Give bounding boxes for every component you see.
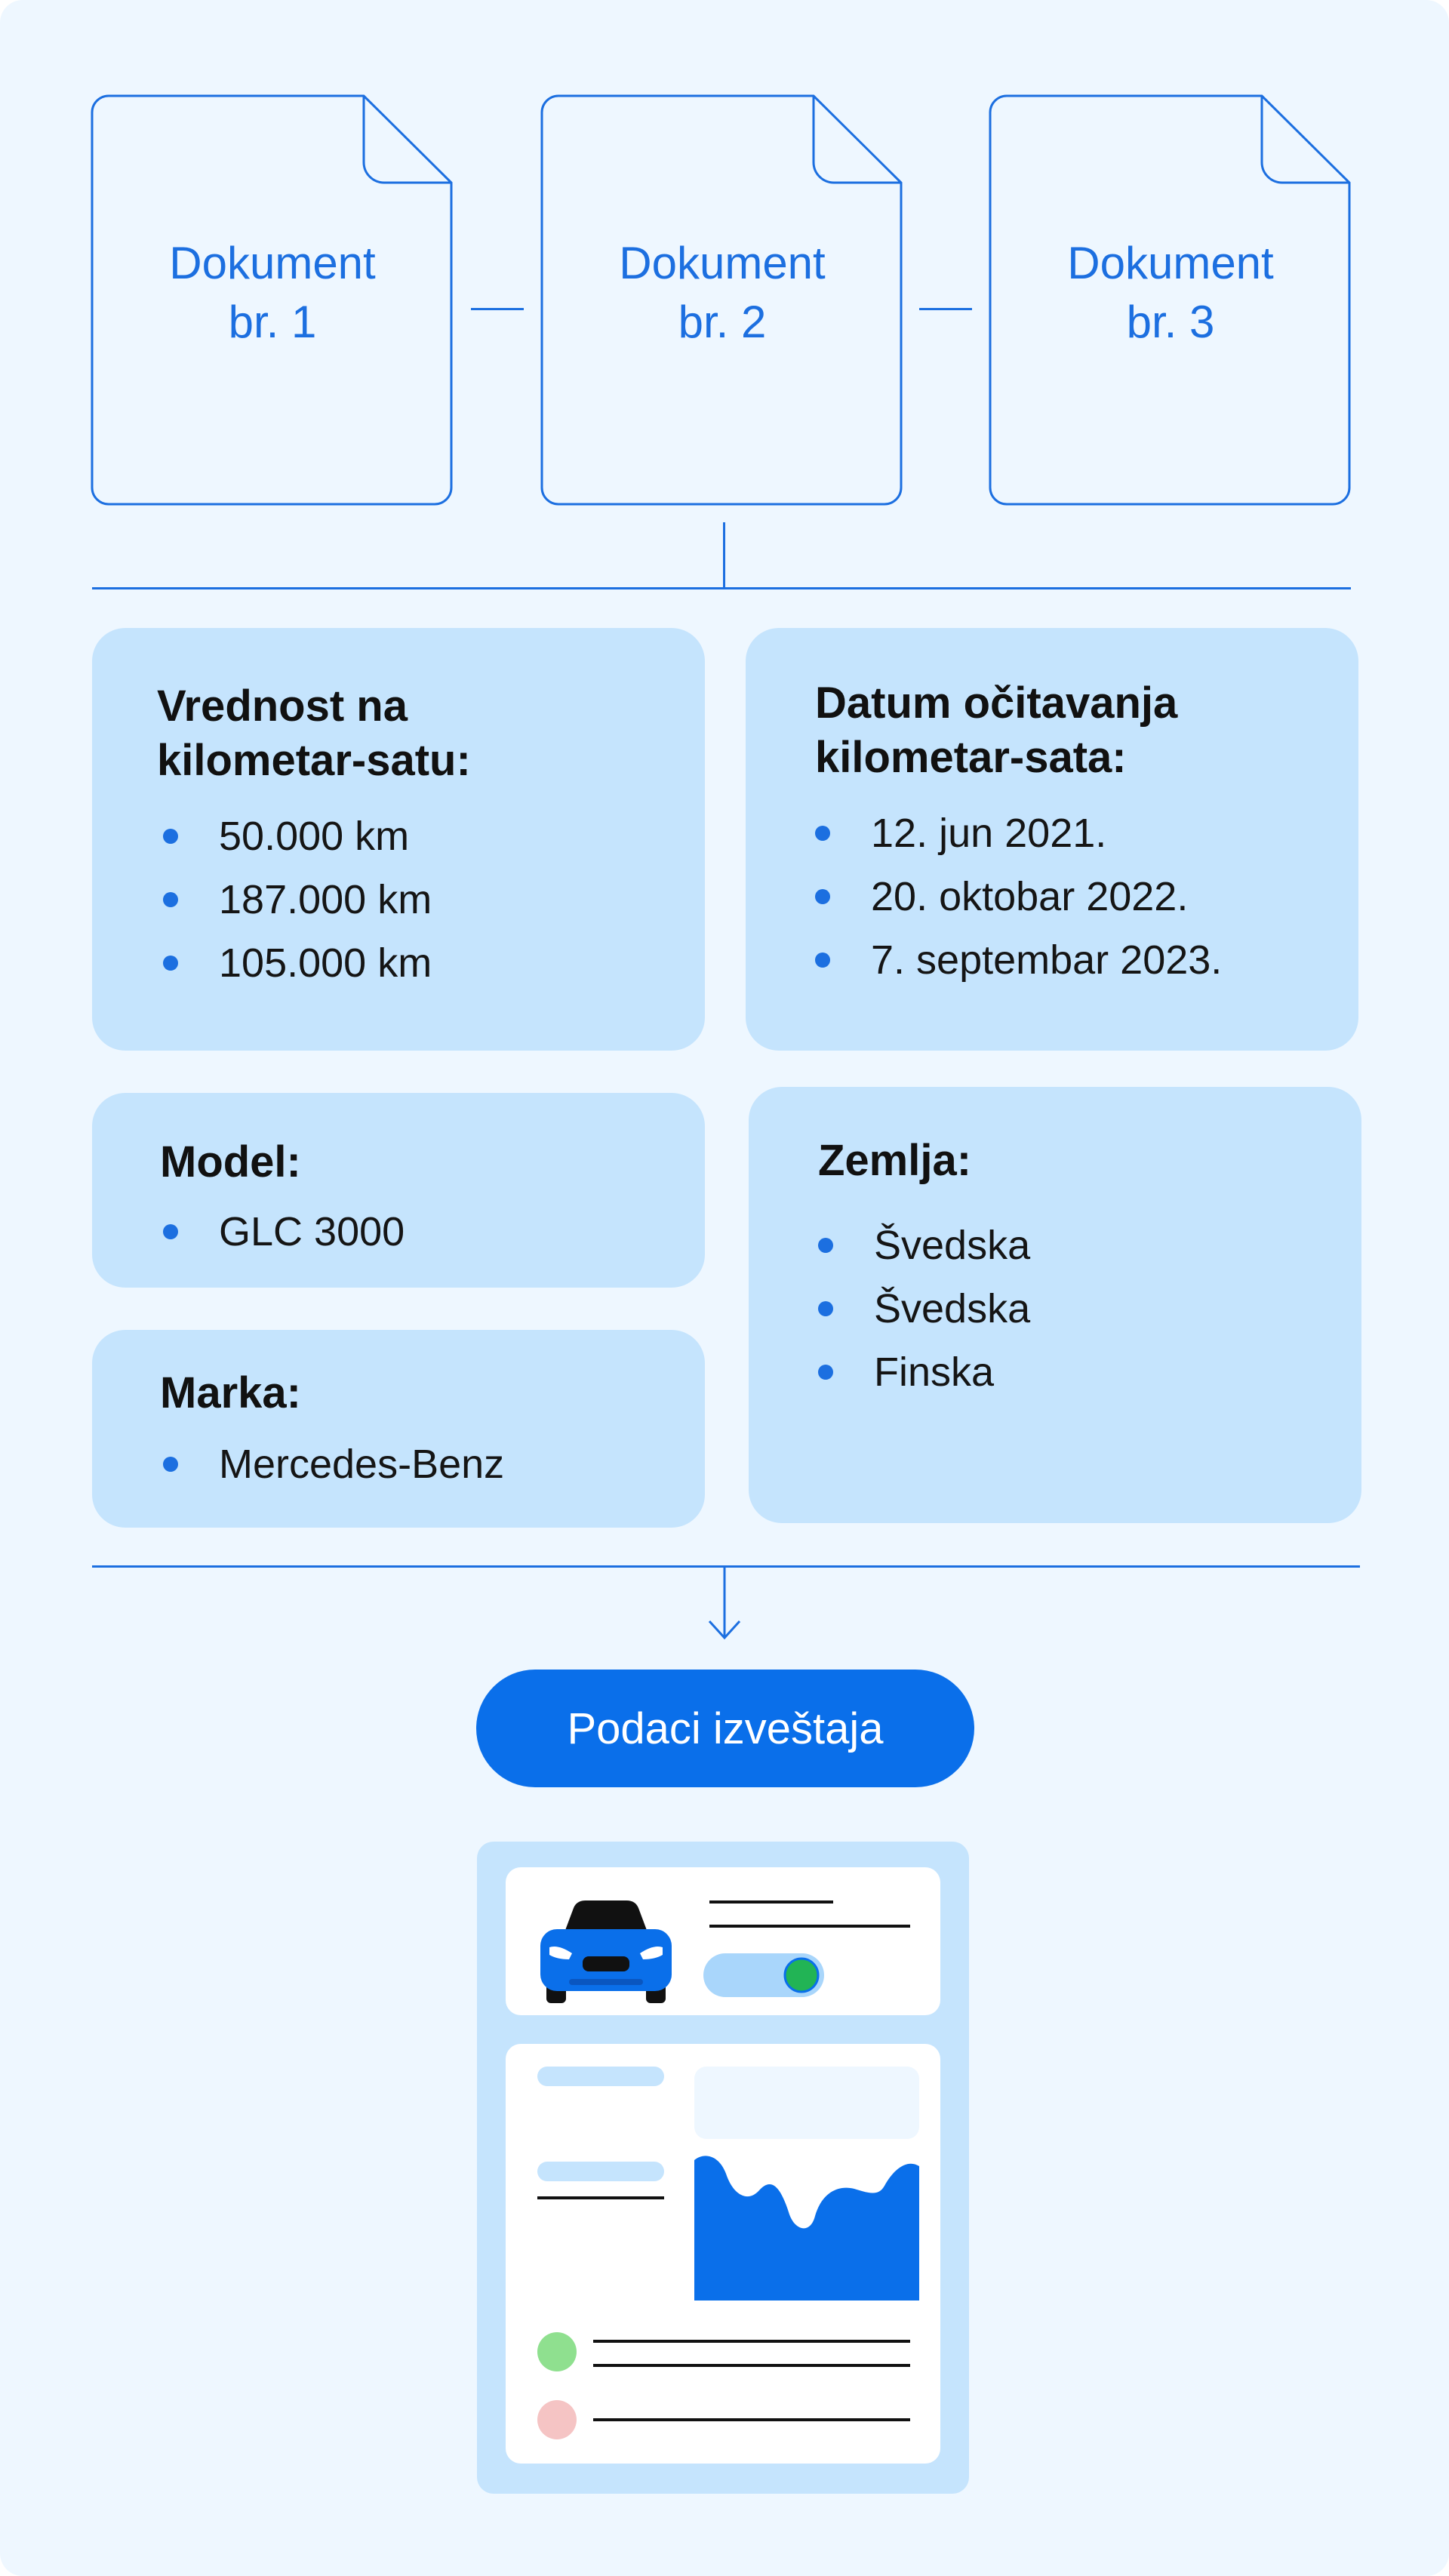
list-item: 50.000 km: [163, 805, 432, 868]
toggle-knob: [785, 1959, 818, 1992]
card-make: [92, 1330, 705, 1528]
document-label: [989, 94, 1352, 506]
model-list: [163, 1200, 405, 1263]
document-label-line1: Dokument: [169, 237, 376, 288]
odometer-value-list: [163, 805, 432, 995]
card-country: [749, 1087, 1361, 1523]
card-title: Marka:: [160, 1368, 301, 1417]
card-title-line2: kilometar-satu:: [157, 736, 471, 785]
card-title-line1: Datum očitavanja: [815, 679, 1178, 728]
list-item: Finska: [818, 1340, 1030, 1404]
document-label-line2: br. 3: [1126, 296, 1215, 347]
document-label-line1: Dokument: [619, 237, 826, 288]
connector-1-2: [471, 308, 524, 310]
country-list: [818, 1214, 1030, 1404]
card-title: Model:: [160, 1137, 301, 1186]
document-3: [989, 94, 1352, 506]
list-item: 105.000 km: [163, 931, 432, 995]
odometer-date-list: [815, 802, 1222, 992]
status-dot-green: [537, 2332, 577, 2371]
card-title-line1: Vrednost na: [157, 682, 408, 731]
document-label: [91, 94, 454, 506]
report-illustration: [477, 1842, 969, 2494]
report-data-button[interactable]: Podaci izveštaja: [476, 1670, 974, 1787]
merge-connector: [723, 522, 725, 589]
list-item: 20. oktobar 2022.: [815, 865, 1222, 928]
document-label: [540, 94, 904, 506]
list-item: Mercedes-Benz: [163, 1433, 504, 1496]
document-label-line2: br. 1: [228, 296, 317, 347]
card-title-line2: kilometar-sata:: [815, 733, 1127, 782]
make-list: [163, 1433, 504, 1496]
card-model: [92, 1093, 705, 1288]
list-item: Švedska: [818, 1277, 1030, 1340]
placeholder-bar: [537, 2067, 664, 2086]
card-title: [157, 679, 471, 788]
card-odometer-date: [746, 628, 1358, 1051]
status-dot-pink: [537, 2400, 577, 2439]
list-item: GLC 3000: [163, 1200, 405, 1263]
connector-2-3: [919, 308, 972, 310]
document-label-line1: Dokument: [1067, 237, 1274, 288]
document-1: [91, 94, 454, 506]
list-item: Švedska: [818, 1214, 1030, 1277]
card-title: Zemlja:: [818, 1136, 972, 1185]
placeholder-bar: [537, 2162, 664, 2181]
placeholder-box: [694, 2067, 919, 2139]
document-2: [540, 94, 904, 506]
card-odometer-value: [92, 628, 705, 1051]
list-item: 187.000 km: [163, 868, 432, 931]
card-title: [815, 676, 1177, 785]
list-item: 7. septembar 2023.: [815, 928, 1222, 992]
arrow-down-icon: [700, 1567, 749, 1642]
document-label-line2: br. 2: [678, 296, 767, 347]
list-item: 12. jun 2021.: [815, 802, 1222, 865]
merge-line: [92, 587, 1351, 589]
